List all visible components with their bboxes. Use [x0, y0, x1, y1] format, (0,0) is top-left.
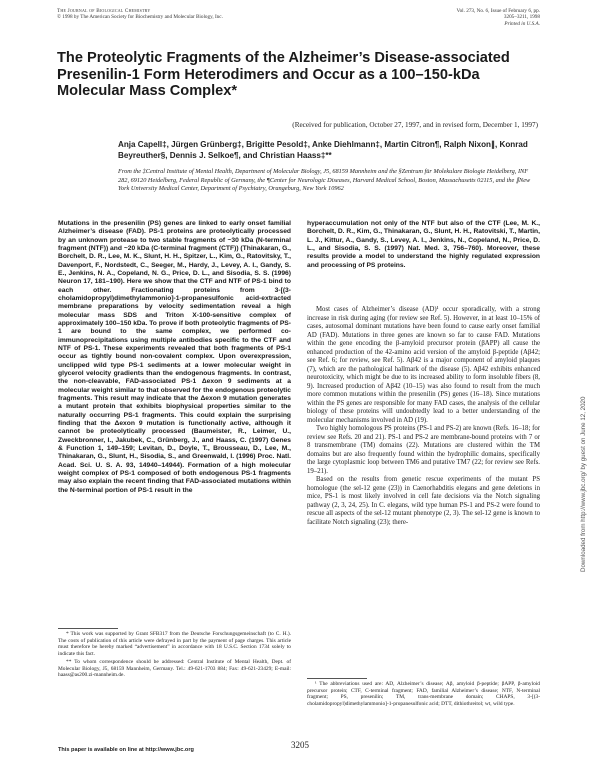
footnote-divider-left [58, 628, 118, 629]
printed-in: Printed in U.S.A. [504, 20, 540, 27]
body-paragraph: Two highly homologous PS proteins (PS-1 and PS-2) are known (Refs. 16–18; for review see Refs. 20 and 21). PS-1 and PS-2 are membrane-bound proteins with 7 or 8 transmembrane (TM) domains (22). Mutations are clustered within the TM domains but are also frequently found within the hydrophilic domains, specifically the large cytoplasmic loop between TM6 and putative TM7 (22; for review see Refs. 19–21). [307, 425, 540, 475]
body-paragraph: Most cases of Alzheimer’s disease (AD)¹ occur sporadically, with a strong increase in risk during aging (for review see Ref. 5). However, in at least 10–15% of cases, autosomal dominant mutations have been found to cause early onset familial AD (FAD). Mutations in three genes are known so far to cause FAD. Mutations within the gene encoding the β-amyloid precursor protein (βAPP) all cause the enhanced production of the 42-amino acid version of the amyloid β-peptide (Aβ42; see Ref. 6; for review, see Ref. 5). Aβ42 is a major component of amyloid plaques (7), which are the pathological hallmark of the disease (5). Aβ42 exhibits enhanced neurotoxicity, which might be due to its increased ability to form insoluble fibers (8, 9). Increased production of Aβ42 (10–15) was also found to result from the much more common mutations within the presenilin (PS) genes (16–18). Since mutations within the PS genes are responsible for many FAD cases, the analysis of the cellular biology of these proteins will undoubtedly lead to a better understanding of the molecular mechanisms involved in AD (19). [307, 306, 540, 424]
correspondence-footnote: ** To whom correspondence should be addressed: Central Institute of Mental Health, Dept. of Molecular Biology, J5, 68159 Mannheim, Germany. Tel.: 49-621-1703 884; Fax: 49-621-23429; E-mail: haass@as200.zi-mannheim.de. [58, 659, 291, 679]
body-paragraph: Based on the results from genetic rescue experiments of the mutant PS homologue (the sel-12 gene (23)) in Caenorhabditis elegans and gene deletions in mice, PS-1 is most likely involved in cell fate decisions via the Notch signaling pathway (2, 3, 24, 25). In C. elegans, wild type human PS-1 and PS-2 were found to rescue all aspects of the sel-12 mutant phenotype (2, 3). The sel-12 gene is known to facilitate Notch signaling (23); there- [307, 476, 540, 526]
abstract-right-column: hyperaccumulation not only of the NTF but also of the CTF (Lee, M. K., Borchelt, D. R., Kim, G., Thinakaran, G., Slunt, H. H., Ratovitski, T., Martin, L. J., Kittur, A., Gandy, S., Levey, A. I., Jenkins, N., Copeland, N., Price, D. L., and Sisodia, S. S. (1997) Nat. Med. 3, 756–760). Moreover, these results provide a model to understand the highly regulated expression and processing of PS proteins. [307, 220, 540, 269]
footnote-divider-right [307, 678, 367, 679]
journal-name: The Journal of Biological Chemistry [57, 8, 151, 14]
funding-footnote: * This work was supported by Grant SFB317 from the Deutsche Forschungsgemeinschaft (to C. H.). The costs of publication of this article were defrayed in part by the payment of page charges. This article must therefore be hereby marked “advertisement” in accordance with 18 U.S.C. Section 1734 solely to indicate this fact. [58, 631, 291, 657]
online-availability-note[interactable]: This paper is available on line at http://www.jbc.org [58, 747, 194, 753]
abstract-left-column: Mutations in the presenilin (PS) genes are linked to early onset familial Alzheimer’s disease (FAD). PS-1 proteins are proteolytically processed by an unknown protease to two stable fragments of ~30 kDa (N-terminal fragment (NTF)) and ~20 kDa (C-terminal fragment (CTF)) (Thinakaran, G., Borchelt, D. R., Lee, M. K., Slunt, H. H., Spitzer, L., Kim, G., Ratovitsky, T., Davenport, F., Nordstedt, C., Seeger, M., Hardy, J., Levey, A. I., Gandy, S. E., Jenkins, N. A., Copeland, N. G., Price, D. L., and Sisodia, S. S. (1996) Neuron 17, 181–190). Here we show that the CTF and NTF of PS-1 bind to each other. Fractionating proteins from 3-[(3-cholamidopropyl)dimethylammonio]-1-propanesulfonic acid-extracted membrane preparations by velocity sedimentation reveal a high molecular mass SDS and Triton X-100-sensitive complex of approximately 100–150 kDa. To prove if both proteolytic fragments of PS-1 are bound to the same complex, we performed co-immunoprecipitations using multiple antibodies specific to the CTF and NTF of PS-1. These experiments revealed that both fragments of PS-1 occur as tightly bound non-covalent complex. Upon overexpression, unclipped wild type PS-1 sediments at a lower molecular weight in glycerol velocity gradients than the endogenous fragments. In contrast, the non-cleavable, FAD-associated PS-1 Δexon 9 sediments at a molecular weight similar to that observed for the endogenous proteolytic fragments. This result may indicate that the Δexon 9 mutation generates a mutant protein that exhibits biophysical properties similar to the naturally occurring PS-1 fragments. This could explain the surprising finding that the Δexon 9 mutation is functionally active, although it cannot be proteolytically processed (Baumeister, R., Leimer, U., Zweckbronner, I., Jakubek, C., Grünberg, J., and Haass, C. (1997) Genes & Function 1, 149–159; Levitan, D., Doyle, T., Brousseau, D., Lee, M., Thinakaran, G., Slunt, H., Sisodia, S., and Greenwald, I. (1996) Proc. Natl. Acad. Sci. U. S. A. 93, 14940–14944). Formation of a high molecular weight complex of PS-1 composed of both endogenous PS-1 fragments may also explain the recent finding that FAD-associated mutations within the N-terminal portion of PS-1 result in the [58, 220, 291, 494]
introduction-text [307, 306, 540, 527]
article-title: The Proteolytic Fragments of the Alzheimer’s Disease-associated Presenilin-1 Form Heterodimers and Occur as a 100–150-kDa Molecular Mass Complex* [57, 50, 510, 99]
copyright-line: © 1998 by The American Society for Biochemistry and Molecular Biology, Inc. [57, 14, 223, 21]
download-watermark[interactable]: Downloaded from http://www.jbc.org/ by guest on June 12, 2020 [580, 396, 587, 572]
journal-header [57, 8, 223, 21]
author-list: Anja Capell‡, Jürgen Grünberg‡, Brigitte Pesold‡, Anke Diehlmann‡, Martin Citron¶, Ralph Nixon∥, Konrad Beyreuther§, Dennis J. Selkoe¶, and Christian Haass‡** [118, 140, 528, 161]
affiliations: From the ‡Central Institute of Mental Health, Department of Molecular Biology, J5, 68159 Mannheim and the §Zentrum für Molekulare Biologie Heidelberg, INF 282, 69120 Heidelberg, Federal Republic of Germany, the ¶Center for Neurologic Diseases, Harvard Medical School, Boston, Massachusetts 02115, and the ∥New York University Medical Center, Department of Psychiatry, Orangeburg, New York 10962 [118, 168, 531, 193]
abbreviations-footnote [307, 681, 540, 707]
footnotes-left [58, 631, 291, 681]
abbreviations-text: ¹ The abbreviations used are: AD, Alzheimer’s disease; Aβ, amyloid β-peptide; βAPP, β-amyloid precursor protein; CTF, C-terminal fragment; FAD, familial Alzheimer’s disease; NTF, N-terminal fragment; PS, presenilin; TM, trans-membrane domain; CHAPS, 3-[(3-cholamidopropyl)dimethylammonio]-1-propanesulfonic acid; DTT, dithiothreitol; wt, wild type. [307, 681, 540, 707]
page-number: 3205 [291, 740, 309, 750]
issue-header [446, 8, 540, 27]
volume-info: Vol. 273, No. 6, Issue of February 6, pp. 3205–3211, 1998 [456, 8, 540, 21]
received-dates: (Received for publication, October 27, 1997, and in revised form, December 1, 1997) [292, 121, 538, 129]
